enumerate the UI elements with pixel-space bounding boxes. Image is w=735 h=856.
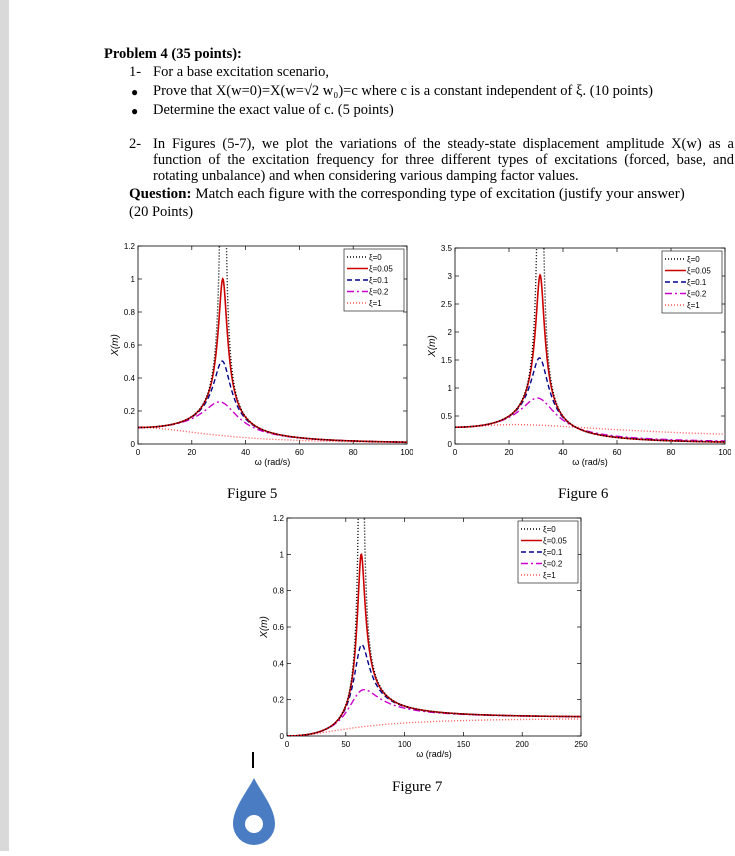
legend-label: ξ=1 bbox=[687, 301, 700, 310]
y-tick-label: 0 bbox=[279, 732, 284, 741]
x-tick-label: 100 bbox=[397, 740, 412, 749]
y-tick-label: 0.8 bbox=[123, 308, 135, 317]
item2-line-1: In Figures (5-7), we plot the variations of the steady-state displacement amplitude X(w) as a bbox=[153, 136, 734, 152]
x-tick-label: 60 bbox=[612, 448, 622, 457]
question-text: Match each figure with the corresponding type of excitation (justify your answer) bbox=[191, 186, 685, 202]
figure-6-caption: Figure 6 bbox=[558, 486, 609, 502]
location-pin-icon[interactable] bbox=[229, 752, 279, 856]
bullet-marker: ● bbox=[131, 85, 139, 99]
y-tick-label: 0.5 bbox=[440, 412, 452, 421]
y-tick-label: 1.2 bbox=[123, 242, 135, 251]
y-tick-label: 0.4 bbox=[123, 374, 135, 383]
x-tick-label: 0 bbox=[452, 448, 458, 457]
y-tick-label: 1 bbox=[279, 550, 284, 560]
x-tick-label: 80 bbox=[348, 448, 358, 457]
y-tick-label: 3 bbox=[447, 272, 452, 281]
figure-7 bbox=[250, 512, 595, 772]
legend-label: ξ=0.1 bbox=[543, 548, 563, 557]
x-axis-label: ω (rad/s) bbox=[416, 749, 452, 759]
bullet-1-text: Prove that X(w=0)=X(w=√2 w₀)=c where c is a constant independent of ξ. (10 points) bbox=[153, 83, 653, 99]
figure-7-chart bbox=[250, 512, 595, 767]
legend-label: ξ=0.1 bbox=[687, 278, 707, 287]
legend-label: ξ=0 bbox=[369, 253, 382, 262]
y-tick-label: 0.6 bbox=[123, 341, 135, 350]
y-tick-label: 0 bbox=[130, 440, 135, 449]
y-tick-label: 2.5 bbox=[440, 300, 452, 309]
legend-label: ξ=0.1 bbox=[369, 276, 389, 285]
legend-label: ξ=0.05 bbox=[543, 536, 567, 546]
item1-number: 1- bbox=[129, 64, 142, 80]
x-tick-label: 60 bbox=[294, 448, 304, 457]
y-tick-label: 1 bbox=[447, 384, 452, 393]
y-axis-label: X(m) bbox=[427, 335, 438, 357]
legend-label: ξ=0.05 bbox=[687, 266, 711, 276]
x-tick-label: 80 bbox=[666, 448, 676, 457]
y-tick-label: 1.5 bbox=[440, 356, 452, 365]
x-tick-label: 40 bbox=[558, 448, 568, 457]
left-scrollbar-edge bbox=[0, 0, 9, 851]
item2-number: 2- bbox=[129, 136, 142, 152]
legend-label: ξ=1 bbox=[369, 299, 382, 308]
figure-6-chart bbox=[423, 238, 731, 478]
legend-label: ξ=0.05 bbox=[369, 264, 393, 274]
y-tick-label: 0.8 bbox=[272, 586, 284, 596]
x-axis-label: ω (rad/s) bbox=[254, 457, 291, 467]
item2-line-2: function of the excitation frequency for three different types of excitations (forced, base, and bbox=[153, 152, 734, 168]
x-tick-label: 50 bbox=[341, 740, 351, 749]
legend-label: ξ=1 bbox=[543, 571, 556, 580]
x-tick-label: 100 bbox=[718, 448, 731, 457]
question-points: (20 Points) bbox=[129, 204, 194, 220]
question-line bbox=[129, 186, 685, 203]
y-tick-label: 3.5 bbox=[440, 244, 452, 253]
bullet-marker: ● bbox=[131, 104, 139, 118]
item1-text: For a base excitation scenario, bbox=[153, 64, 329, 80]
y-tick-label: 0.2 bbox=[272, 695, 284, 705]
legend-label: ξ=0.2 bbox=[369, 287, 389, 297]
figure-5 bbox=[108, 238, 413, 483]
y-tick-label: 0 bbox=[447, 440, 452, 449]
legend-label: ξ=0.2 bbox=[543, 559, 563, 569]
figure-5-chart bbox=[108, 238, 413, 478]
x-tick-label: 150 bbox=[456, 740, 471, 749]
figure-7-caption: Figure 7 bbox=[392, 779, 443, 795]
item2-line-3: rotating unbalance) and when considering various damping factor values. bbox=[153, 168, 579, 184]
problem-title: Problem 4 (35 points): bbox=[104, 46, 242, 62]
y-tick-label: 0.4 bbox=[272, 659, 284, 669]
x-tick-label: 0 bbox=[135, 448, 141, 457]
y-tick-label: 2 bbox=[447, 328, 452, 337]
figure-6 bbox=[423, 238, 731, 483]
x-axis-label: ω (rad/s) bbox=[572, 457, 608, 467]
x-tick-label: 100 bbox=[400, 448, 413, 457]
x-tick-label: 20 bbox=[187, 448, 197, 457]
legend-label: ξ=0 bbox=[687, 255, 700, 264]
x-tick-label: 200 bbox=[515, 740, 529, 749]
legend-label: ξ=0 bbox=[543, 525, 556, 534]
x-tick-label: 40 bbox=[241, 448, 251, 457]
figure-5-caption: Figure 5 bbox=[227, 486, 278, 502]
x-tick-label: 0 bbox=[284, 740, 290, 749]
x-tick-label: 250 bbox=[574, 740, 588, 749]
y-axis-label: X(m) bbox=[259, 616, 270, 638]
y-axis-label: X(m) bbox=[110, 334, 121, 356]
y-tick-label: 0.6 bbox=[272, 623, 284, 632]
y-tick-label: 1.2 bbox=[272, 514, 284, 523]
legend-label: ξ=0.2 bbox=[687, 289, 707, 299]
bullet-2-text: Determine the exact value of c. (5 points) bbox=[153, 102, 394, 118]
y-tick-label: 0.2 bbox=[123, 407, 135, 416]
question-label: Question: bbox=[129, 186, 192, 202]
x-tick-label: 20 bbox=[504, 448, 514, 457]
y-tick-label: 1 bbox=[130, 275, 135, 284]
